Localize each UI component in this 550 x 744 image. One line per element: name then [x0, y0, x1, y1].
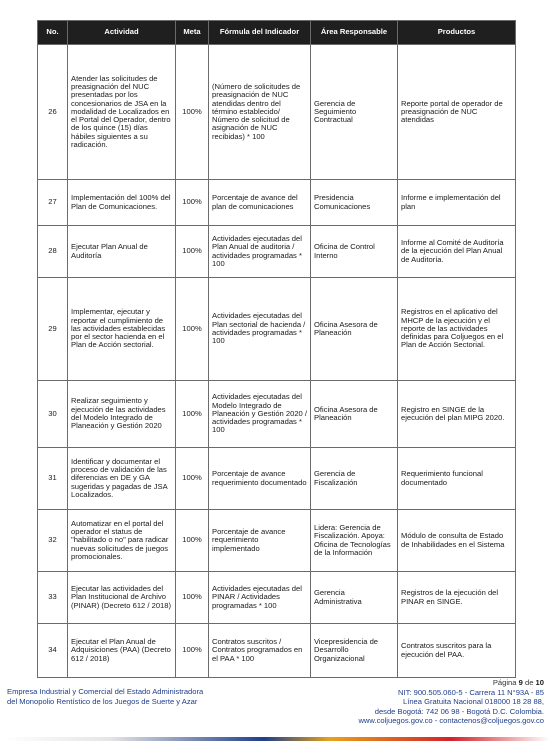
cell-area: Oficina de Control Interno: [311, 226, 398, 278]
cell-no: 27: [38, 180, 68, 226]
cell-area: Gerencia de Seguimiento Contractual: [311, 45, 398, 180]
cell-productos: Módulo de consulta de Estado de Inhabilidades en el Sistema: [398, 510, 516, 572]
page-current: 9: [518, 678, 523, 687]
cell-formula: (Número de solicitudes de preasignación de NUC atendidas dentro del término establecido/ Número de solicitud de asignación de NUC recibidas) * 100: [209, 45, 311, 180]
cell-area: Oficina Asesora de Planeación: [311, 381, 398, 448]
cell-meta: 100%: [176, 45, 209, 180]
cell-area: Gerencia de Fiscalización: [311, 448, 398, 510]
table-row: [38, 226, 516, 278]
cell-no: 28: [38, 226, 68, 278]
cell-meta: 100%: [176, 510, 209, 572]
page-total: 10: [535, 678, 544, 687]
table-row: [38, 278, 516, 381]
cell-productos: Informe e implementación del plan: [398, 180, 516, 226]
table-row: [38, 381, 516, 448]
cell-formula: Contratos suscritos / Contratos programados en el PAA * 100: [209, 624, 311, 678]
header-no: No.: [38, 21, 68, 45]
footer-company: [7, 687, 203, 706]
footer-company-line1: Empresa Industrial y Comercial del Estado Administradora: [7, 687, 204, 696]
footer-linea: Línea Gratuita Nacional 018000 18 28 88,: [402, 697, 544, 706]
cell-no: 29: [38, 278, 68, 381]
footer-nit: NIT: 900.505.060-5 - Carrera 11 N°93A - 85: [398, 687, 544, 697]
footer-bogota: desde Bogotá: 742 06 98 - Bogotá D.C. Colombia.: [374, 706, 544, 716]
cell-area: Vicepresidencia de Desarrollo Organizacional: [311, 624, 398, 678]
cell-productos: Reporte portal de operador de preasignación de NUC atendidas: [398, 45, 516, 180]
cell-no: 34: [38, 624, 68, 678]
page-label: Página: [492, 678, 517, 687]
cell-formula: Porcentaje de avance del plan de comunicaciones: [209, 180, 311, 226]
cell-area: Gerencia Administrativa: [311, 572, 398, 624]
cell-actividad: Ejecutar Plan Anual de Auditoría: [68, 226, 176, 278]
table-row: [38, 510, 516, 572]
table-header-row: [38, 21, 516, 45]
cell-formula: Porcentaje de avance requerimiento documentado: [209, 448, 311, 510]
cell-formula: Actividades ejecutadas del PINAR / Actividades programadas * 100: [209, 572, 311, 624]
cell-actividad: Implementar, ejecutar y reportar el cumplimiento de las actividades establecidas por el sector hacienda en el Plan de Acción sectorial.: [68, 278, 176, 381]
cell-area: Lidera: Gerencia de Fiscalización. Apoya: Oficina de Tecnologías de la Información: [311, 510, 398, 572]
cell-productos: Requerimiento funcional documentado: [398, 448, 516, 510]
cell-actividad: Ejecutar las actividades del Plan Institucional de Archivo (PINAR) (Decreto 612 / 2018): [68, 572, 176, 624]
cell-area: Presidencia Comunicaciones: [311, 180, 398, 226]
cell-no: 26: [38, 45, 68, 180]
cell-area: Oficina Asesora de Planeación: [311, 278, 398, 381]
cell-actividad: Ejecutar el Plan Anual de Adquisiciones (PAA) (Decreto 612 / 2018): [68, 624, 176, 678]
cell-meta: 100%: [176, 448, 209, 510]
activities-table: [37, 20, 516, 678]
table-row: [38, 572, 516, 624]
cell-productos: Registro en SINGE de la ejecución del plan MIPG 2020.: [398, 381, 516, 448]
header-meta: Meta: [176, 21, 209, 45]
footer-color-bar: [0, 737, 550, 741]
cell-formula: Actividades ejecutadas del Plan sectorial de hacienda / actividades programadas * 100: [209, 278, 311, 381]
cell-no: 33: [38, 572, 68, 624]
cell-actividad: Automatizar en el portal del operador el status de "habilitado o no" para radicar nuevas solicitudes de juegos promocionales.: [68, 510, 176, 572]
header-productos: Productos: [398, 21, 516, 45]
cell-no: 30: [38, 381, 68, 448]
cell-formula: Porcentaje de avance requerimiento implementado: [209, 510, 311, 572]
header-formula: Fórmula del Indicador: [209, 21, 311, 45]
cell-no: 31: [38, 448, 68, 510]
page-number: [358, 678, 544, 688]
cell-productos: Informe al Comité de Auditoría de la ejecución del Plan Anual de Auditoría.: [398, 226, 516, 278]
cell-productos: Registros de la ejecución del PINAR en SINGE.: [398, 572, 516, 624]
header-area: Área Responsable: [311, 21, 398, 45]
page-of: de: [524, 678, 534, 687]
cell-meta: 100%: [176, 226, 209, 278]
cell-meta: 100%: [176, 624, 209, 678]
header-actividad: Actividad: [68, 21, 176, 45]
table-row: [38, 45, 516, 180]
cell-formula: Actividades ejecutadas del Modelo Integrado de Planeación y Gestión 2020 / actividades programadas * 100: [209, 381, 311, 448]
cell-meta: 100%: [176, 381, 209, 448]
footer-company-line2: del Monopolio Rentístico de los Juegos de Suerte y Azar: [7, 696, 198, 706]
table-row: [38, 180, 516, 226]
cell-actividad: Identificar y documentar el proceso de validación de las diferencias en DE y GA sugeridas y pagadas de JSA Localizados.: [68, 448, 176, 510]
cell-actividad: Atender las solicitudes de preasignación del NUC presentadas por los concesionarios de JSA en la modalidad de Localizados en el Portal del Operador, dentro de los quince (15) días hábiles siguientes a su radicación.: [68, 45, 176, 180]
footer-contact: [358, 678, 544, 726]
cell-actividad: Implementación del 100% del Plan de Comunicaciones.: [68, 180, 176, 226]
footer-web: www.coljuegos.gov.co - contactenos@coljuegos.gov.co: [358, 716, 544, 725]
cell-no: 32: [38, 510, 68, 572]
cell-productos: Registros en el aplicativo del MHCP de la ejecución y el reporte de las actividades definidas para Coljuegos en el Plan de Acción Sectorial.: [398, 278, 516, 381]
table-row: [38, 624, 516, 678]
cell-meta: 100%: [176, 180, 209, 226]
cell-meta: 100%: [176, 278, 209, 381]
cell-actividad: Realizar seguimiento y ejecución de las actividades del Modelo Integrado de Planeación y Gestión 2020: [68, 381, 176, 448]
table-row: [38, 448, 516, 510]
cell-productos: Contratos suscritos para la ejecución del PAA.: [398, 624, 516, 678]
cell-formula: Actividades ejecutadas del Plan Anual de auditoria / actividades programadas * 100: [209, 226, 311, 278]
cell-meta: 100%: [176, 572, 209, 624]
